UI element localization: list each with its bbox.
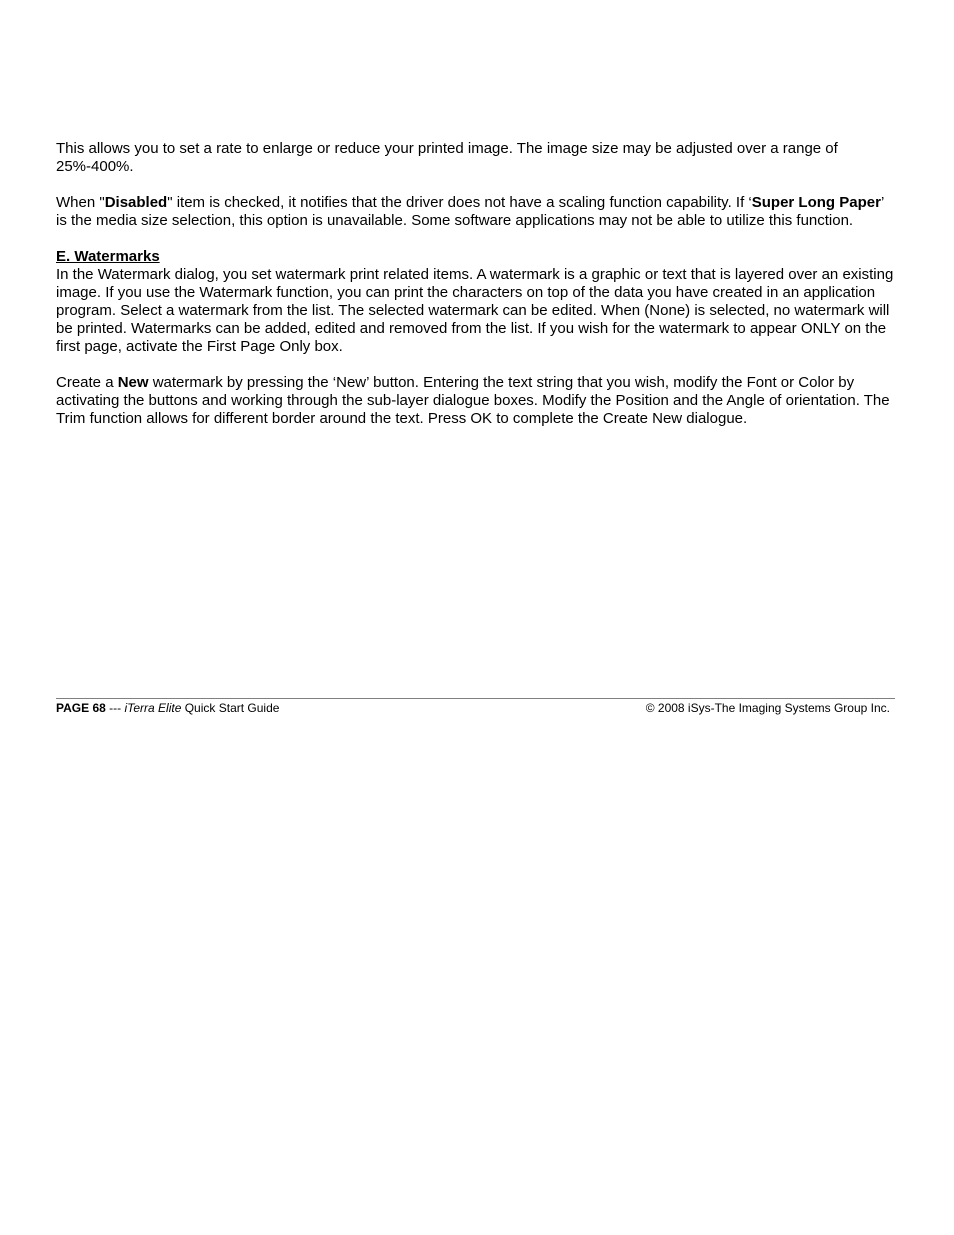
footer-left: [56, 701, 279, 715]
text-run: watermark by pressing the ‘New’ button. Entering the text string that you wish, modify the Font or Color by activating the buttons and working through the sub-layer dialogue boxes. Modify the Position and the Angle of orientation. The Trim function allows for different border around the text. Press OK to complete the Create New dialogue.: [56, 374, 890, 427]
guide-name: Quick Start Guide: [181, 701, 280, 715]
text-run: ’ is the media size selection, this option is unavailable. Some software applications may not be able to utilize this function.: [56, 194, 884, 229]
page-body: [56, 140, 898, 428]
footer-copyright: © 2008 iSys-The Imaging Systems Group Inc.: [645, 701, 890, 715]
section-heading-watermarks: E. Watermarks: [56, 248, 160, 265]
product-name: iTerra Elite: [124, 701, 182, 715]
bold-disabled: Disabled: [104, 194, 168, 211]
page-number: PAGE 68: [56, 701, 106, 715]
text-run: " item is checked, it notifies that the driver does not have a scaling function capability. If ‘: [167, 194, 752, 211]
new-watermark-paragraph: [56, 374, 898, 428]
bold-super-long-paper: Super Long Paper: [751, 194, 881, 211]
paragraph-gap: [56, 176, 898, 194]
page-footer: [56, 701, 890, 715]
paragraph-gap: [56, 356, 898, 374]
scaling-paragraph: This allows you to set a rate to enlarge or reduce your printed image. The image size may be adjusted over a range of 25%-400%.: [56, 140, 838, 175]
footer-divider: [56, 698, 895, 699]
paragraph-gap: [56, 230, 898, 248]
footer-separator: ---: [105, 701, 125, 715]
text-run: Create a: [56, 374, 118, 391]
watermark-paragraph: In the Watermark dialog, you set watermark print related items. A watermark is a graphic or text that is layered over an existing image. If you use the Watermark function, you can print the characters on top of the data you have created in an application program. Select a watermark from the list. The selected watermark can be edited. When (None) is selected, no watermark will be printed. Watermarks can be added, edited and removed from the list. If you wish for the watermark to appear ONLY on the first page, activate the First Page Only box.: [56, 266, 894, 355]
bold-new: New: [117, 374, 149, 391]
text-run: When ": [56, 194, 105, 211]
disabled-paragraph: [56, 194, 898, 230]
